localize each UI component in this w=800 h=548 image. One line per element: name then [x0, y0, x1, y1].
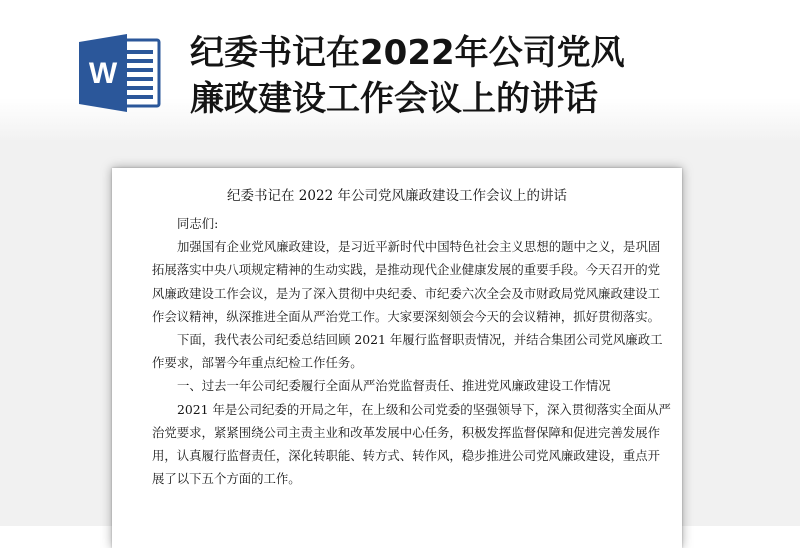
word-document-icon: [77, 32, 163, 114]
header-title: 纪委书记在2022年公司党风廉政建设工作会议上的讲话: [190, 33, 625, 119]
word-icon-letter: W: [88, 57, 118, 90]
document-title: 纪委书记在 2022 年公司党风廉政建设工作会议上的讲话: [227, 188, 567, 204]
document-body: [152, 212, 672, 490]
header-banner: [0, 0, 800, 140]
document-page: [112, 168, 682, 548]
paragraph: 下面，我代表公司纪委总结回顾 2021 年履行监督职责情况，并结合集团公司党风廉政工作要求，部署今年重点纪检工作任务。: [152, 332, 663, 371]
salutation: 同志们:: [177, 216, 219, 231]
paragraph: 2021 年是公司纪委的开局之年，在上级和公司党委的坚强领导下，深入贯彻落实全面从严治党要求，紧紧围绕公司主责主业和改革发展中心任务，积极发挥监督保障和促进完善发展作用，认真履行监督责任，深化转职能、转方式、转作风，稳步推进公司党风廉政建设，重点开展了以下五个方面的工作。: [152, 401, 671, 487]
paragraph: 加强国有企业党风廉政建设，是习近平新时代中国特色社会主义思想的题中之义，是巩固拓展落实中央八项规定精神的生动实践，是推动现代企业健康发展的重要手段。今天召开的党风廉政建设工作会议，是为了深入贯彻中央纪委、市纪委六次全会及市财政局党风廉政建设工作会议精神，纵深推进全面从严治党工作。大家要深刻领会今天的会议精神，抓好贯彻落实。: [152, 239, 661, 324]
section-heading: 一、过去一年公司纪委履行全面从严治党监督责任、推进党风廉政建设工作情况: [177, 378, 611, 394]
